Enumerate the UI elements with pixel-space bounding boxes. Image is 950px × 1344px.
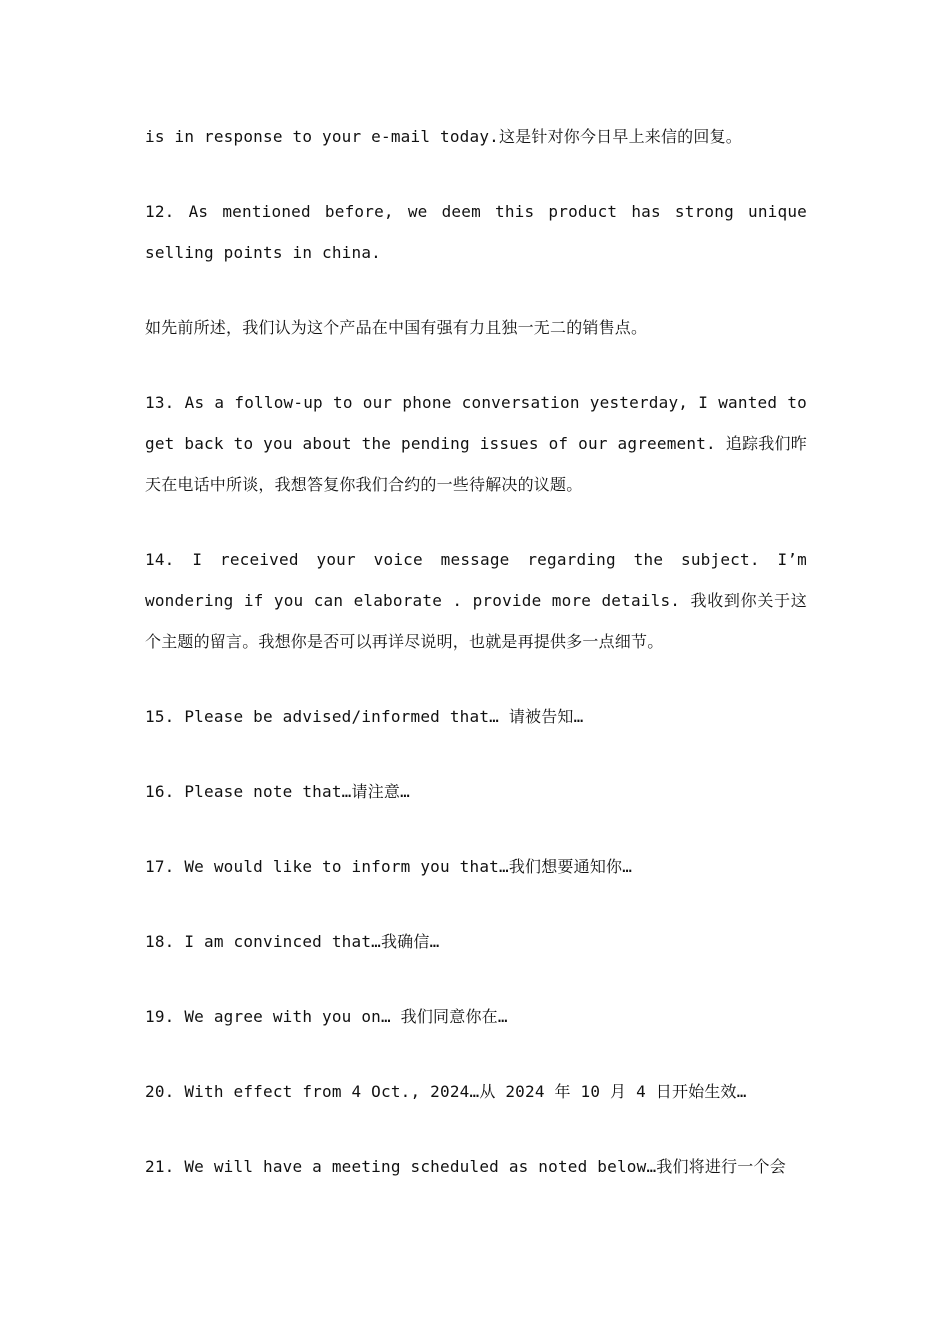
text-line-item-14-translation: 个主题的留言。我想你是否可以再详尽说明，也就是再提供多一点细节。: [145, 632, 664, 651]
text-line-item-20: 20. With effect from 4 Oct., 2024…从 2024 年 10 月 4 日开始生效…: [145, 1082, 747, 1101]
text-line-item-19: 19. We agree with you on… 我们同意你在…: [145, 1007, 508, 1026]
text-line-item-12: 12. As mentioned before, we deem this product has strong unique: [145, 202, 807, 221]
text-line-reply-intro: is in response to your e-mail today.这是针对你今日早上来信的回复。: [145, 127, 742, 146]
text-line-item-13-cont: get back to you about the pending issues of our agreement. 追踪我们昨: [145, 434, 807, 453]
text-line-item-12-cont: selling points in china.: [145, 243, 381, 262]
text-line-item-13-translation: 天在电话中所谈，我想答复你我们合约的一些待解决的议题。: [145, 475, 583, 494]
text-line-item-13: 13. As a follow-up to our phone conversation yesterday, I wanted to: [145, 393, 807, 412]
text-line-item-17: 17. We would like to inform you that…我们想要通知你…: [145, 857, 633, 876]
text-line-item-21: 21. We will have a meeting scheduled as noted below…我们将进行一个会: [145, 1157, 786, 1176]
text-line-item-16: 16. Please note that…请注意…: [145, 782, 410, 801]
text-line-item-15: 15. Please be advised/informed that… 请被告知…: [145, 707, 584, 726]
text-line-item-12-translation: 如先前所述，我们认为这个产品在中国有强有力且独一无二的销售点。: [145, 318, 648, 337]
text-line-item-14-cont: wondering if you can elaborate . provide more details. 我收到你关于这: [145, 591, 807, 610]
text-line-item-14: 14. I received your voice message regarding the subject. I’m: [145, 550, 807, 569]
text-line-item-18: 18. I am convinced that…我确信…: [145, 932, 440, 951]
